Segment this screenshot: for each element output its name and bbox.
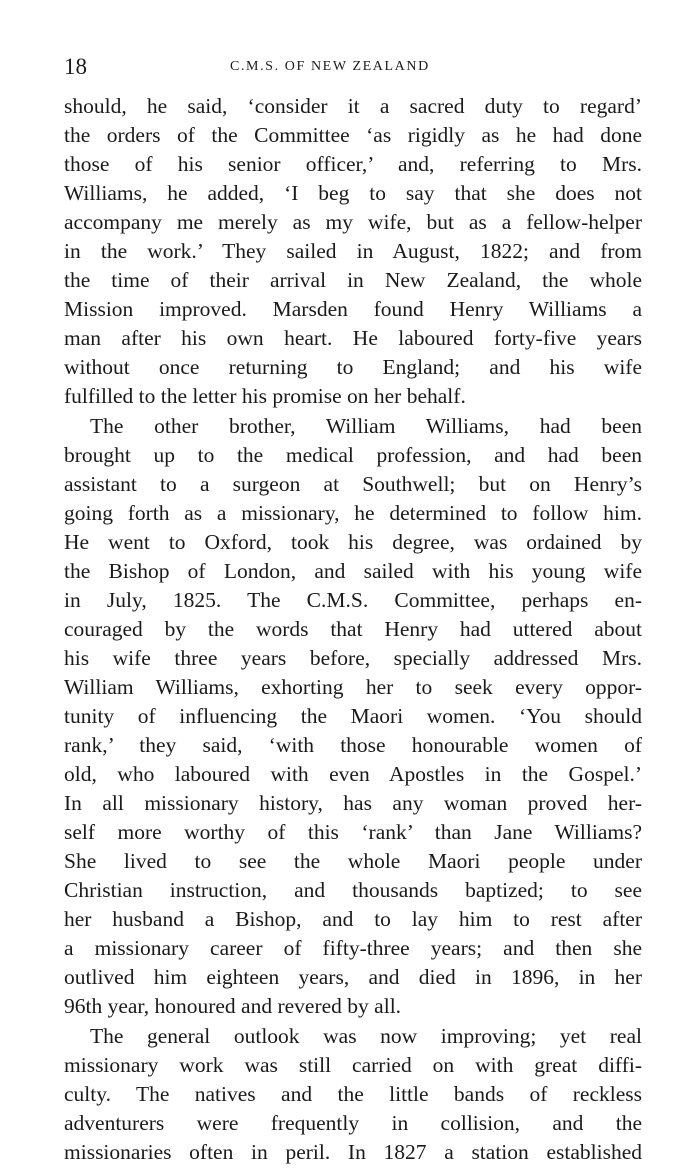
text-line: 96th year, honoured and revered by all.	[64, 994, 402, 1019]
page-header	[64, 52, 642, 82]
text-line: in the work.’ They sailed in August, 1822; and from	[64, 239, 642, 264]
text-line: He went to Oxford, took his degree, was ordained by	[64, 529, 642, 554]
text-line: Williams, he added, ‘I beg to say that she does not	[64, 181, 642, 206]
text-line: William Williams, exhorting her to seek every oppor-	[64, 674, 642, 699]
running-head: C.M.S. OF NEW ZEALAND	[230, 59, 430, 74]
text-line: old, who laboured with even Apostles in the Gospel.’	[64, 762, 642, 787]
text-line: going forth as a missionary, he determined to follow him.	[64, 500, 642, 525]
body-text	[64, 92, 642, 1167]
text-line: the Bishop of London, and sailed with his young wife	[64, 558, 642, 583]
text-line: those of his senior officer,’ and, referring to Mrs.	[64, 152, 642, 177]
text-line: in July, 1825. The C.M.S. Committee, perhaps en-	[64, 587, 642, 612]
text-line: should, he said, ‘consider it a sacred duty to regard’	[64, 94, 642, 118]
text-line: missionary work was still carried on with great diffi-	[64, 1052, 642, 1077]
text-line: a missionary career of fifty-three years; and then she	[64, 936, 642, 961]
text-line: adventurers were frequently in collision, and the	[64, 1110, 642, 1135]
text-line: brought up to the medical profession, and had been	[64, 442, 642, 467]
text-line: She lived to see the whole Maori people under	[64, 849, 642, 874]
text-line: the orders of the Committee ‘as rigidly as he had done	[64, 123, 642, 148]
paragraph-start-line: The other brother, William Williams, had been	[90, 413, 642, 438]
text-line: culty. The natives and the little bands of reckless	[64, 1081, 642, 1106]
text-line: missionaries often in peril. In 1827 a station established	[64, 1139, 642, 1164]
text-line: outlived him eighteen years, and died in 1896, in her	[64, 965, 642, 990]
paragraph-start-line: The general outlook was now improving; yet real	[90, 1023, 642, 1048]
text-line: Mission improved. Marsden found Henry Williams a	[64, 297, 642, 322]
text-line: fulfilled to the letter his promise on her behalf.	[64, 384, 466, 409]
text-line: In all missionary history, has any woman proved her-	[64, 791, 642, 816]
text-line: the time of their arrival in New Zealand, the whole	[64, 268, 642, 293]
text-line: assistant to a surgeon at Southwell; but on Henry’s	[64, 471, 642, 496]
text-line: tunity of influencing the Maori women. ‘You should	[64, 703, 642, 728]
text-line: Christian instruction, and thousands baptized; to see	[64, 878, 642, 903]
text-line: man after his own heart. He laboured forty-five years	[64, 326, 642, 351]
text-line: his wife three years before, specially addressed Mrs.	[64, 645, 642, 670]
text-line: her husband a Bishop, and to lay him to rest after	[64, 907, 642, 932]
text-line: rank,’ they said, ‘with those honourable women of	[64, 733, 642, 758]
text-line: couraged by the words that Henry had uttered about	[64, 616, 642, 641]
text-line: without once returning to England; and his wife	[64, 355, 642, 380]
text-line: accompany me merely as my wife, but as a fellow-helper	[64, 210, 642, 235]
text-line: self more worthy of this ‘rank’ than Jane Williams?	[64, 820, 642, 845]
page-number: 18	[64, 54, 87, 79]
